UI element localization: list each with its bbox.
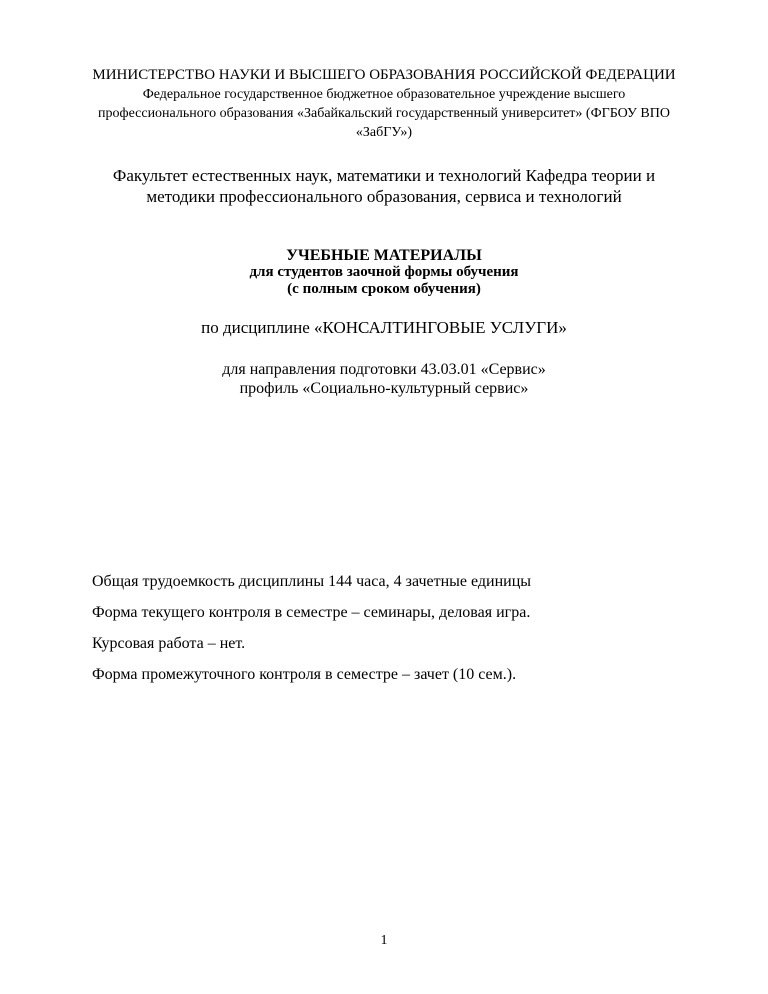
detail-current-control: Форма текущего контроля в семестре – семинары, деловая игра.: [92, 604, 531, 621]
detail-coursework: Курсовая работа – нет.: [92, 635, 246, 652]
institution-line-2: профессионального образования «Забайкальский государственный университет» (ФГБОУ ВПО: [98, 106, 670, 121]
ministry-name: МИНИСТЕРСТВО НАУКИ И ВЫСШЕГО ОБРАЗОВАНИЯ РОССИЙСКОЙ ФЕДЕРАЦИИ: [92, 67, 676, 83]
direction-line-1: для направления подготовки 43.03.01 «Сервис»: [222, 361, 546, 378]
training-direction: [60, 360, 708, 398]
title-line-1: УЧЕБНЫЕ МАТЕРИАЛЫ: [286, 247, 482, 264]
faculty-line-1: Факультет естественных наук, математики и технологий Кафедра теории и: [112, 166, 656, 185]
discipline-name: [60, 318, 708, 338]
faculty-department: [80, 165, 688, 207]
direction-line-2: профиль «Социально-культурный сервис»: [239, 380, 529, 397]
faculty-line-2: методики профессионального образования, сервиса и технологий: [146, 187, 622, 206]
title-line-3: (с полным сроком обучения): [287, 281, 481, 297]
title-line-2: для студентов заочной формы обучения: [249, 264, 519, 280]
course-details: [92, 572, 712, 696]
page-number: 1: [380, 933, 388, 948]
ministry-heading: [60, 66, 708, 84]
document-title: [60, 247, 708, 298]
institution-line-3: «ЗабГУ»): [355, 125, 413, 140]
institution-name: [40, 85, 728, 142]
detail-workload: Общая трудоемкость дисциплины 144 часа, 4 зачетные единицы: [92, 573, 532, 590]
institution-line-1: Федеральное государственное бюджетное образовательное учреждение высшего: [142, 87, 626, 102]
detail-intermediate-control: Форма промежуточного контроля в семестре – зачет (10 сем.).: [92, 666, 517, 683]
discipline-text: по дисциплине «КОНСАЛТИНГОВЫЕ УСЛУГИ»: [201, 318, 567, 337]
